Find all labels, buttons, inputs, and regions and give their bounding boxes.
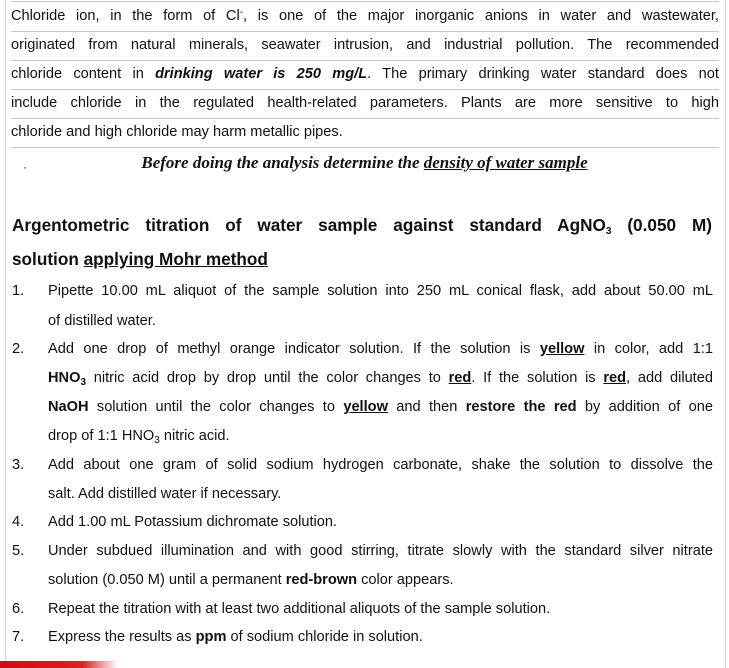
intro-line-3: chloride content in drinking water is 250 mg/L. The primary drinking water standard does not	[11, 60, 719, 90]
step-2-line-4: drop of 1:1 $HNO_3$ nitric acid.	[48, 428, 230, 446]
red-keyword-2: red	[603, 370, 627, 386]
step-3-line-1: Add about one gram of solid sodium hydrogen carbonate, shake the solution to dissolve the	[48, 457, 713, 473]
step-5-line-2: solution (0.050 M) until a permanent red-brown color appears.	[48, 572, 454, 588]
section-heading-line-2: solution applying Mohr method	[12, 249, 268, 269]
red-corner-accent	[0, 661, 118, 668]
section-heading-line-1: Argentometric titration of water sample against standard AgNO$_3$ (0.050 M)	[12, 215, 713, 237]
step-1-line-1: Pipette 10.00 mL aliquot of the sample solution into 250 mL conical flask, add about 50.00 mL	[48, 283, 713, 299]
drinking-water-limit: drinking water is 250 mg/L	[155, 66, 368, 82]
step-2-number: 2.	[12, 341, 25, 357]
step-1-line-2: of distilled water.	[48, 313, 156, 329]
step-6-number: 6.	[12, 601, 25, 617]
intro-line-4: include chloride in the regulated health-related parameters. Plants are more sensitive to high	[11, 89, 719, 119]
step-2-line-1: Add one drop of methyl orange indicator solution. If the solution is yellow in color, add 1:1	[48, 341, 713, 357]
red-keyword: red	[448, 370, 472, 386]
yellow-keyword-2: yellow	[343, 399, 388, 415]
step-3-number: 3.	[12, 457, 25, 473]
density-notice: Before doing the analysis determine the density of water sample	[141, 153, 588, 172]
intro-line-2: originated from natural minerals, seawater intrusion, and industrial pollution. The recommended	[11, 31, 719, 61]
step-5-number: 5.	[12, 543, 25, 559]
intro-line-1: Chloride ion, in the form of Cl-, is one of the major inorganic anions in water and wastewater,	[11, 1, 719, 32]
step-2-line-2: $HNO_3$ nitric acid drop by drop until the color changes to red. If the solution is red, add diluted	[48, 370, 713, 388]
step-4-number: 4.	[12, 514, 25, 530]
red-brown-keyword: red-brown	[285, 572, 358, 588]
step-2-line-3: NaOH solution until the color changes to yellow and then restore the red by addition of one	[48, 399, 713, 415]
step-3-line-2: salt. Add distilled water if necessary.	[48, 486, 282, 502]
step-1-number: 1.	[12, 283, 25, 299]
document-page	[5, 0, 726, 668]
intro-line-5: chloride and high chloride may harm metallic pipes.	[11, 118, 719, 148]
ppm-keyword: ppm	[195, 629, 227, 645]
bullet-dot: ·	[23, 160, 27, 174]
step-7-number: 7.	[12, 629, 25, 645]
step-5-line-1: Under subdued illumination and with good stirring, titrate slowly with the standard silver nitrate	[48, 543, 713, 559]
step-6-line-1: Repeat the titration with at least two additional aliquots of the sample solution.	[48, 601, 551, 617]
step-4-line-1: Add 1.00 mL Potassium dichromate solution.	[48, 514, 338, 530]
yellow-keyword: yellow	[539, 341, 585, 357]
step-7-line-1: Express the results as ppm of sodium chloride in solution.	[48, 629, 423, 645]
